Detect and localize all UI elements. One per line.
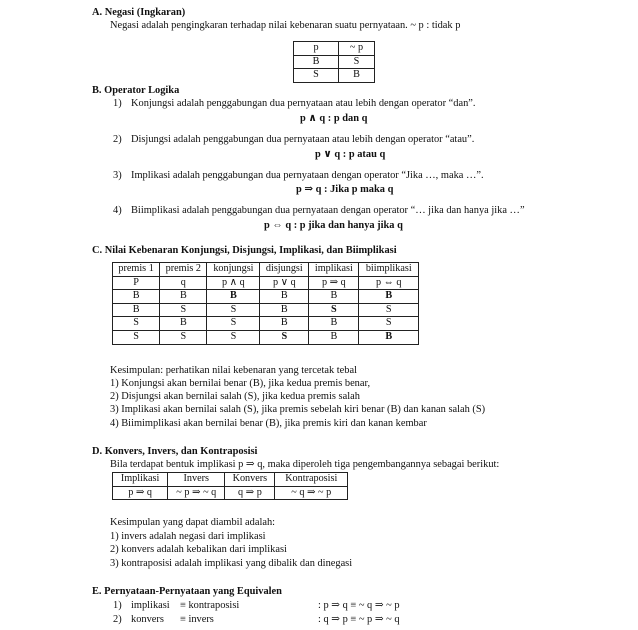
table-header-cell: disjungsi (260, 263, 309, 277)
item-formula: p ∧ q : p dan q (300, 113, 368, 124)
section-c-title: C. Nilai Kebenaran Konjungsi, Disjungsi, Implikasi, dan Biimplikasi (92, 245, 397, 256)
table-cell: B (260, 303, 309, 317)
item-formula: p ⇒ q : Jika p maka q (296, 184, 394, 195)
section-b-title: B. Operator Logika (92, 85, 180, 96)
implication-forms-table (112, 472, 348, 500)
table-header-cell: q (160, 276, 207, 290)
item-number: 4) (113, 205, 122, 216)
table-row (294, 55, 375, 69)
conclusion-line: 3) Implikasi akan bernilai salah (S), jika premis sebelah kiri benar (B) dan kanan salah (S) (110, 404, 486, 415)
table-cell: S (260, 330, 309, 344)
table-header-cell: p ⇔ q (359, 276, 419, 290)
table-row (113, 303, 419, 317)
item-formula: p ⇔ q : p jika dan hanya jika q (264, 220, 403, 231)
item-formula: p ∨ q : p atau q (315, 149, 386, 160)
table-cell: p ⇒ q (113, 486, 168, 500)
equiv-name: implikasi (131, 600, 170, 611)
conclusion-line: 1) Konjungsi akan bernilai benar (B), jika kedua premis benar, (110, 378, 371, 389)
table-cell: S (309, 303, 359, 317)
item-number: 1) (113, 98, 122, 109)
item-number: 3) (113, 170, 122, 181)
table-cell: S (359, 303, 419, 317)
table-header-cell: p ∧ q (207, 276, 260, 290)
item-text: Biimplikasi adalah penggabungan dua pernyataan dengan operator “… jika dan hanya jika …” (131, 205, 525, 216)
table-header-row (113, 276, 419, 290)
conclusion-line: 3) kontraposisi adalah implikasi yang dibalik dan dinegasi (110, 558, 353, 569)
table-cell: S (207, 303, 260, 317)
table-cell: B (359, 290, 419, 304)
section-e-title: E. Pernyataan-Pernyataan yang Equivalen (92, 586, 282, 597)
table-header-row (294, 42, 375, 56)
section-a-title: A. Negasi (Ingkaran) (92, 7, 186, 18)
table-cell: S (160, 303, 207, 317)
table-header-cell: Konvers (225, 473, 275, 487)
table-cell: B (160, 317, 207, 331)
table-header-cell: Kontraposisi (275, 473, 348, 487)
equiv-name: konvers (131, 614, 164, 625)
table-header-row (113, 263, 419, 277)
table-cell: ~ p ⇒ ~ q (168, 486, 225, 500)
section-d-desc: Bila terdapat bentuk implikasi p ⇒ q, maka diperoleh tiga pengembangannya sebagai berikut: (110, 459, 500, 470)
table-header-cell: Invers (168, 473, 225, 487)
equiv-pair: ≡ kontraposisi (180, 600, 240, 611)
item-number: 1) (113, 600, 122, 611)
truth-table (112, 262, 419, 345)
table-header-cell: ~ p (339, 42, 375, 56)
table-cell: B (207, 290, 260, 304)
table-header-cell: konjungsi (207, 263, 260, 277)
item-text: Disjungsi adalah penggabungan dua pernyataan atau lebih dengan operator “atau”. (131, 134, 475, 145)
table-cell: B (359, 330, 419, 344)
table-header-cell: implikasi (309, 263, 359, 277)
conclusion-line: 4) Biimimplikasi akan bernilai benar (B), jika premis kiri dan kanan kembar (110, 418, 427, 429)
table-cell: S (207, 330, 260, 344)
table-header-cell: P (113, 276, 160, 290)
table-cell: B (309, 317, 359, 331)
table-row (113, 317, 419, 331)
table-cell: B (309, 290, 359, 304)
table-cell: S (294, 69, 339, 83)
section-d-title: D. Konvers, Invers, dan Kontraposisi (92, 446, 258, 457)
conclusion-line: Kesimpulan yang dapat diambil adalah: (110, 517, 276, 528)
table-header-cell: p ∨ q (260, 276, 309, 290)
equiv-pair: ≡ invers (180, 614, 214, 625)
table-cell: S (359, 317, 419, 331)
negation-table (293, 41, 375, 83)
equiv-formula: : q ⇒ p ≡ ~ p ⇒ ~ q (318, 614, 400, 625)
table-cell: S (339, 55, 375, 69)
table-header-cell: premis 1 (113, 263, 160, 277)
table-cell: S (113, 330, 160, 344)
table-header-cell: p ⇒ q (309, 276, 359, 290)
table-header-cell: biimplikasi (359, 263, 419, 277)
table-cell: B (260, 290, 309, 304)
table-cell: B (339, 69, 375, 83)
table-header-row (113, 473, 348, 487)
table-cell: S (207, 317, 260, 331)
table-cell: B (294, 55, 339, 69)
section-a-desc: Negasi adalah pengingkaran terhadap nilai kebenaran suatu pernyataan. ~ p : tidak p (110, 20, 461, 31)
conclusion-line: Kesimpulan: perhatikan nilai kebenaran yang tercetak tebal (110, 365, 357, 376)
table-row (113, 290, 419, 304)
item-text: Konjungsi adalah penggabungan dua pernyataan atau lebih dengan operator “dan”. (131, 98, 476, 109)
item-number: 2) (113, 134, 122, 145)
equiv-formula: : p ⇒ q ≡ ~ q ⇒ ~ p (318, 600, 400, 611)
table-cell: q ⇒ p (225, 486, 275, 500)
table-header-cell: Implikasi (113, 473, 168, 487)
table-cell: S (113, 317, 160, 331)
table-cell: B (160, 290, 207, 304)
table-row (113, 330, 419, 344)
table-row (294, 69, 375, 83)
conclusion-line: 1) invers adalah negasi dari implikasi (110, 531, 266, 542)
conclusion-line: 2) konvers adalah kebalikan dari implikasi (110, 544, 287, 555)
table-cell: B (260, 317, 309, 331)
table-cell: B (113, 303, 160, 317)
table-cell: B (309, 330, 359, 344)
item-text: Implikasi adalah penggabungan dua pernyataan dengan operator “Jika …, maka …”. (131, 170, 484, 181)
table-header-cell: premis 2 (160, 263, 207, 277)
item-number: 2) (113, 614, 122, 625)
table-header-cell: p (294, 42, 339, 56)
table-row (113, 486, 348, 500)
table-cell: S (160, 330, 207, 344)
table-cell: B (113, 290, 160, 304)
conclusion-line: 2) Disjungsi akan bernilai salah (S), jika kedua premis salah (110, 391, 360, 402)
table-cell: ~ q ⇒ ~ p (275, 486, 348, 500)
